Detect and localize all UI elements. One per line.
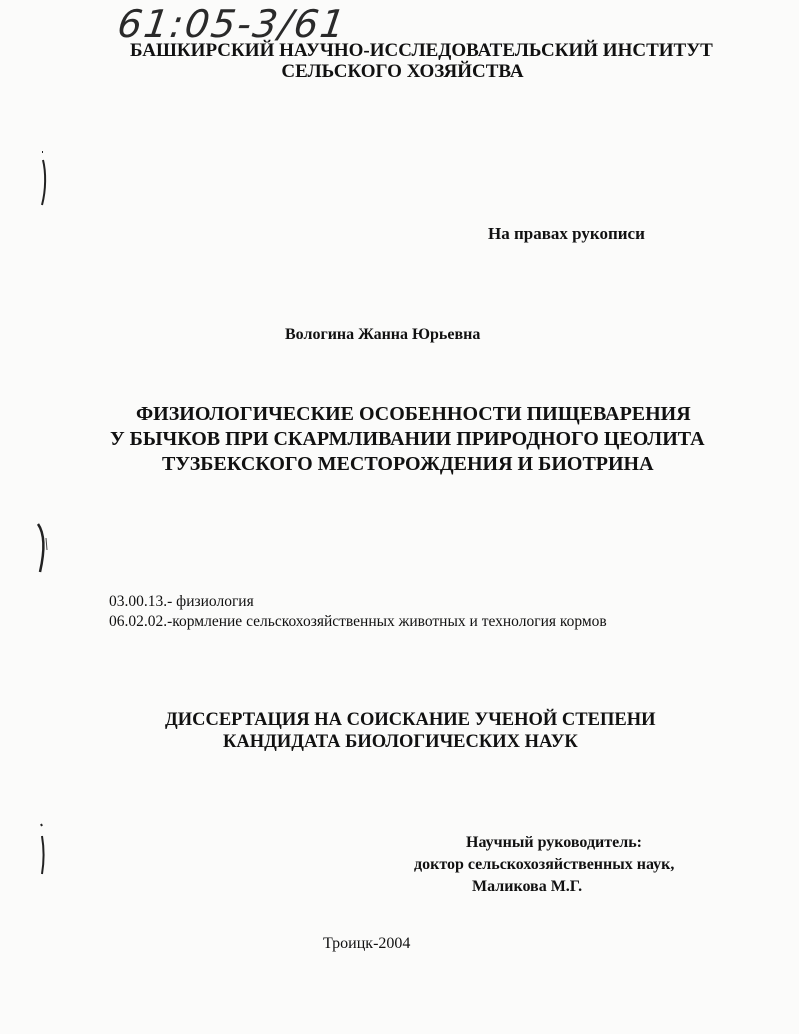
title-line-1: ФИЗИОЛОГИЧЕСКИЕ ОСОБЕННОСТИ ПИЩЕВАРЕНИЯ <box>136 403 691 425</box>
supervisor-block <box>414 832 674 898</box>
binding-hole-mark-icon <box>34 520 50 580</box>
degree-statement <box>165 709 655 753</box>
specialty-codes <box>109 592 607 632</box>
title-line-3: ТУЗБЕКСКОГО МЕСТОРОЖДЕНИЯ И БИОТРИНА <box>162 453 654 475</box>
author-name: Вологина Жанна Юрьевна <box>285 326 481 343</box>
degree-line-1: ДИССЕРТАЦИЯ НА СОИСКАНИЕ УЧЕНОЙ СТЕПЕНИ <box>165 710 656 730</box>
title-line-2: У БЫЧКОВ ПРИ СКАРМЛИВАНИИ ПРИРОДНОГО ЦЕОЛИТА <box>110 428 705 450</box>
specialty-item: 03.00.13.- физиология <box>109 593 254 610</box>
institute-heading <box>130 40 713 82</box>
rights-note: На правах рукописи <box>488 224 645 243</box>
supervisor-rank: доктор сельскохозяйственных наук, <box>414 856 675 873</box>
binding-hole-mark-icon <box>34 150 50 210</box>
city-year: Троицк-2004 <box>323 935 411 952</box>
institute-line-2: СЕЛЬСКОГО ХОЗЯЙСТВА <box>281 61 524 82</box>
dissertation-title <box>110 402 720 477</box>
supervisor-label: Научный руководитель: <box>466 834 642 851</box>
handwritten-archive-number: 61:05-3/61 <box>114 2 350 46</box>
specialty-item: 06.02.02.-кормление сельскохозяйственных животных и технология кормов <box>109 613 607 630</box>
institute-line-1: БАШКИРСКИЙ НАУЧНО-ИССЛЕДОВАТЕЛЬСКИЙ ИНСТИТУТ <box>130 40 713 61</box>
supervisor-name: Маликова М.Г. <box>472 878 583 895</box>
degree-line-2: КАНДИДАТА БИОЛОГИЧЕСКИХ НАУК <box>223 732 578 752</box>
binding-hole-mark-icon <box>34 822 50 880</box>
